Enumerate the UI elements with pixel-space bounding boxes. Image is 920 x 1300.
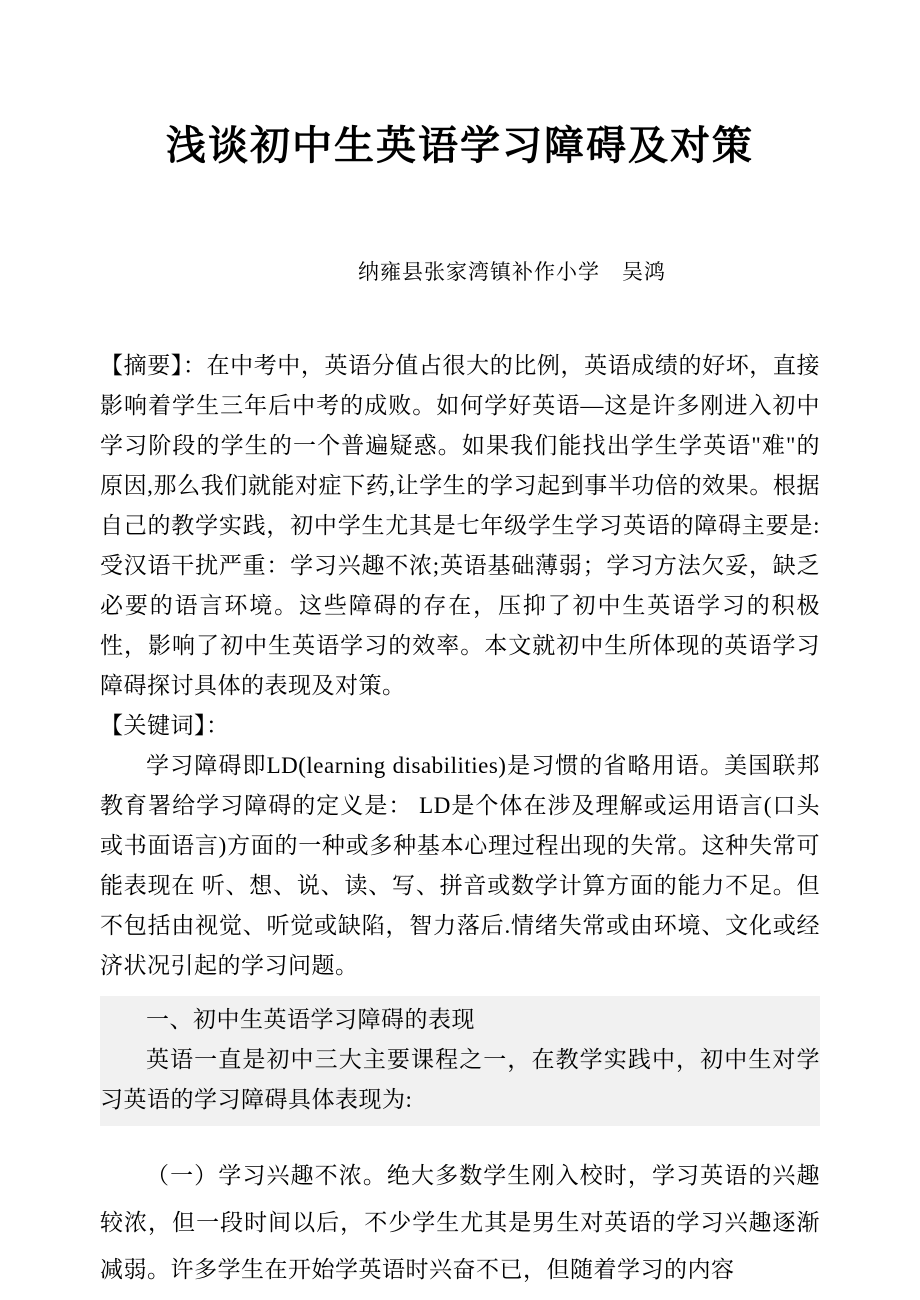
abstract-paragraph: 【摘要】：在中考中，英语分值占很大的比例，英语成绩的好坏，直接影响着学生三年后中考的成败。如何学好英语—这是许多刚进入初中学习阶段的学生的一个普遍疑惑。如果我们能找出学生学英语"难"的原因,那么我们就能对症下药,让学生的学习起到事半功倍的效果。根据自己的教学实践，初中学生尤其是七年级学生学习英语的障碍主要是:受汉语干扰严重：学习兴趣不浓;英语基础薄弱；学习方法欠妥，缺乏必要的语言环境。这些障碍的存在，压抑了初中生英语学习的积极性，影响了初中生英语学习的效率。本文就初中生所体现的英语学习障碍探讨具体的表现及对策。 bbox=[100, 353, 820, 698]
section-one-intro: 英语一直是初中三大主要课程之一，在教学实践中，初中生对学习英语的学习障碍具体表现为: bbox=[100, 1047, 820, 1112]
author-line: 纳雍县张家湾镇补作小学 吴鸿 bbox=[358, 260, 666, 284]
ld-definition-paragraph: 学习障碍即LD(learning disabilities)是习惯的省略用语。美国联邦教育署给学习障碍的定义是： LD是个体在涉及理解或运用语言(口头或书面语言)方面的一种或多种基本心理过程出现的失常。这种失常可能表现在 听、想、说、读、写、拼音或数学计算方面的能力不足。但不包括由视觉、听觉或缺陷，智力落后.情绪失常或由环境、文化或经济状况引起的学习问题。 bbox=[100, 753, 820, 978]
keywords-label: 【关键词】： bbox=[100, 713, 230, 738]
section-one-highlight-block bbox=[100, 996, 820, 1126]
interest-decline-paragraph: （一）学习兴趣不浓。绝大多数学生刚入校时，学习英语的兴趣较浓，但一段时间以后，不少学生尤其是男生对英语的学习兴趣逐渐减弱。许多学生在开始学英语时兴奋不已，但随着学习的内容 bbox=[100, 1163, 820, 1282]
document-body bbox=[100, 346, 820, 1293]
document-title: 浅谈初中生英语学习障碍及对策 bbox=[166, 123, 754, 168]
section-one-heading: 一、初中生英语学习障碍的表现 bbox=[146, 1007, 475, 1032]
